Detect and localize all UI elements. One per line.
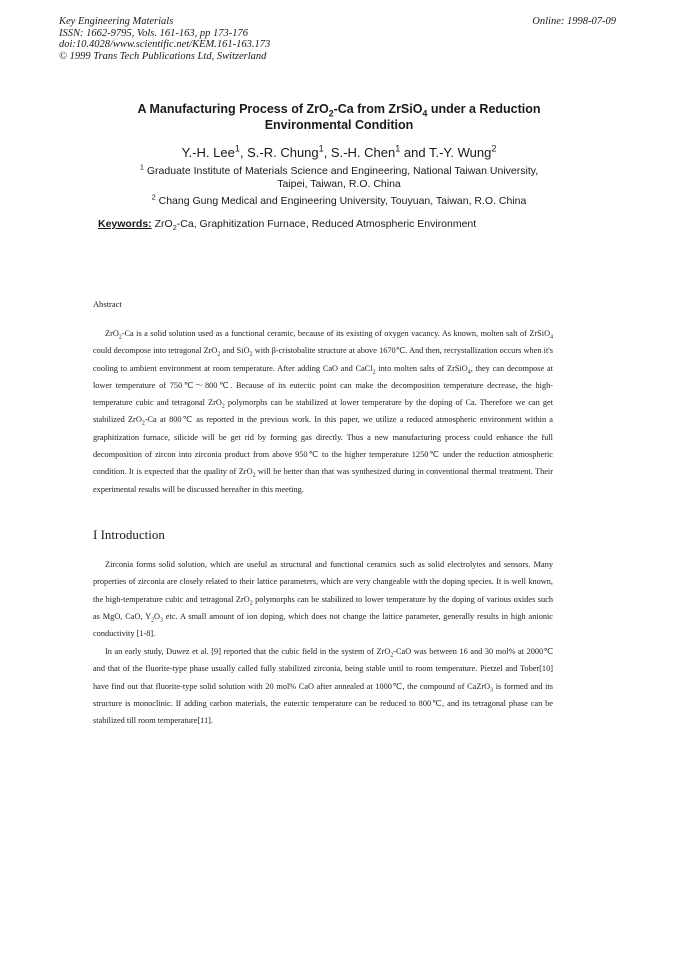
title-line-2: Environmental Condition — [264, 118, 414, 132]
keywords-label: Keywords: — [98, 218, 152, 230]
affiliation-2: $^2$ Chang Gung Medical and Engineering University, Touyuan, Taiwan, R.O. China — [151, 192, 527, 207]
copyright-line: © 1999 Trans Tech Publications Ltd, Switzerland — [59, 50, 267, 62]
title-line-1: A Manufacturing Process of ZrO$_2$-Ca from ZrSiO$_4$ under a Reduction — [137, 102, 541, 119]
journal-name: Key Engineering Materials — [59, 16, 174, 27]
online-date: Online: 1998-07-09 — [532, 16, 616, 27]
authors: Y.-H. Lee$^1$, S.-R. Chung$^1$, S.-H. Chen$^1$ and T.-Y. Wung$^2$ — [181, 143, 497, 160]
introduction-paragraph-1: Zirconia forms solid solution, which are useful as structural and functional ceramics such as solid electrolytes and sensors. Many properties of zirconia are closely related to their lattice parameters, which are very changeable with the doping species. It is well known, the high-temperature cubic and tetragonal ZrO$_2$ polymorphs can be stabilized to lower temperature by the doping of various oxides such as MgO, CaO, $Y_2O_3$ etc. A small amount of ion doping, which does not change the lattice parameter, generally results in high anionic conductivity [1-8]. — [93, 560, 554, 639]
abstract-heading: Abstract — [93, 299, 122, 309]
affiliation-1: $^1$ Graduate Institute of Materials Science and Engineering, National Taiwan University, Taipei, Taiwan, R.O. China — [139, 162, 539, 190]
journal-header — [59, 16, 270, 62]
issn-line: ISSN: 1662-9795, Vols. 161-163, pp 173-176 — [59, 27, 248, 39]
keywords: Keywords: ZrO$_2$-Ca, Graphitization Furnace, Reduced Atmospheric Environment — [98, 218, 477, 233]
doi-line: doi:10.4028/www.scientific.net/KEM.161-163.173 — [59, 39, 271, 50]
introduction-paragraph-2: In an early study, Duwez et al. [9] reported that the cubic field in the system of ZrO$_2$-CaO was between 16 and 30 mol% at 2000℃ and that of the fluorite-type phase usually called fully stabilized zirconia, being stable until to room temperature. Pietzel and Tober[10] have find out that fluorite-type solid solution with 20 mol% CaO after annealed at 1000℃, the compound of CaZrO$_3$ is formed and its structure is monoclinic. If adding carbon materials, the eutectic temperature can be reduced to 800℃, and its tetragonal phase can be stabilized till room temperature[11]. — [93, 647, 554, 726]
introduction-heading: I Introduction — [93, 527, 165, 542]
paper-title — [0, 101, 678, 133]
abstract-body: ZrO$_2$-Ca is a solid solution used as a functional ceramic, because of its existing of oxygen vacancy. As known, molten salt of ZrSiO$_4$ could decompose into tetragonal ZrO$_2$ and SiO$_2$ with β-cristobalite structure at above 1670℃. And then, recrystallization occurs when it's cooling to ambient environment at room temperature. After adding CaO and CaCl$_2$ into molten salts of ZrSiO$_4$, they can decompose at lower temperature of 750℃～800℃. Because of its eutectic point can make the decomposition temperature decrease, the high-temperature cubic and tetragonal ZrO$_2$ polymorphs can be stabilized at lower temperature by the doping of Ca. Therefore we can get stabilized ZrO$_2$-Ca at 800℃ as reported in the previous work. In this paper, we utilize a reduced atmospheric environment within a graphitization furnace, silicide will be get rid by forming gas directly. Thus a new manufacturing process could enhance the full decomposition of zircon into zirconia product from above 950℃ to the higher temperature 1250℃ under the reduction atmospheric condition. It is expected that the quality of ZrO$_2$ will be better than that was synthesized during in conventional thermal treatment. Their experimental results will be discussed hereafter in this meeting. — [93, 329, 554, 494]
